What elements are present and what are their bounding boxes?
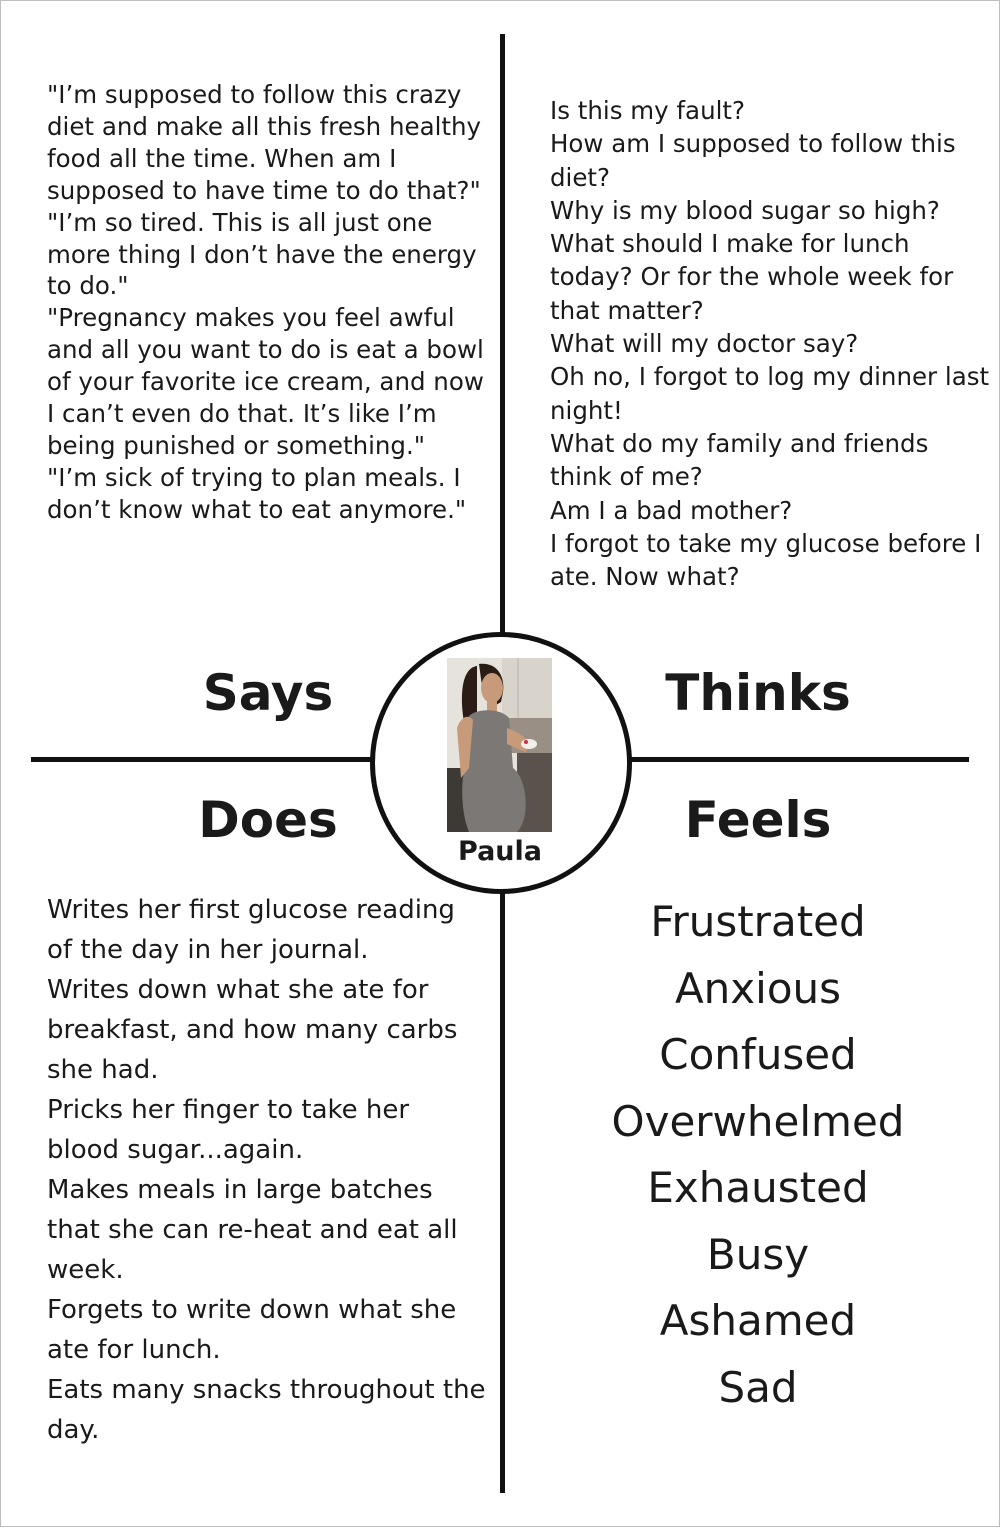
feels-item: Exhausted — [647, 1163, 869, 1212]
does-item: Eats many snacks throughout the day. — [47, 1375, 486, 1445]
thinks-heading: Thinks — [665, 664, 851, 722]
feels-item: Anxious — [674, 963, 842, 1013]
feels-item: Confused — [659, 1030, 857, 1079]
persona-photo — [447, 658, 552, 832]
feels-heading: Feels — [684, 791, 832, 849]
does-list — [47, 890, 487, 1450]
persona-name: Paula — [458, 836, 542, 867]
does-item: Writes her first glucose reading of the day in her journal. — [47, 895, 455, 965]
does-item: Writes down what she ate for breakfast, and how many carbs she had. — [47, 975, 458, 1085]
vertical-divider-top — [500, 34, 505, 634]
says-list — [47, 79, 487, 526]
thinks-item: What should I make for lunch today? Or for the whole week for that matter? — [550, 229, 954, 325]
thinks-item: I forgot to take my glucose before I ate. Now what? — [550, 528, 982, 592]
does-item: Forgets to write down what she ate for lunch. — [47, 1295, 457, 1365]
thinks-item: Is this my fault? — [550, 96, 746, 125]
feels-item: Sad — [718, 1362, 798, 1412]
does-item: Makes meals in large batches that she can re-heat and eat all week. — [47, 1175, 458, 1285]
thinks-item: Am I a bad mother? — [550, 495, 793, 525]
horizontal-divider-right — [622, 757, 969, 762]
says-heading: Says — [202, 664, 334, 722]
feels-item: Frustrated — [650, 897, 866, 946]
thinks-item: What do my family and friends think of me? — [550, 428, 929, 492]
feels-list — [572, 889, 944, 1421]
does-item: Pricks her finger to take her blood sugar...again. — [47, 1095, 410, 1165]
thinks-list — [550, 94, 990, 593]
says-item: "I’m so tired. This is all just one more thing I don’t have the energy to do." — [47, 207, 477, 301]
thinks-item: What will my doctor say? — [550, 329, 859, 359]
feels-item: Ashamed — [659, 1296, 857, 1345]
says-item: "I’m sick of trying to plan meals. I don’t know what to eat anymore." — [47, 462, 467, 524]
says-item: "I’m supposed to follow this crazy diet and make all this fresh healthy food all the time. When am I supposed to have time to do that?" — [47, 80, 482, 205]
feels-item: Busy — [706, 1229, 810, 1279]
feels-item: Overwhelmed — [611, 1096, 905, 1146]
says-item: "Pregnancy makes you feel awful and all you want to do is eat a bowl of your favorite ice cream, and now I can’t even do that. It’s like I’m being punished or something." — [47, 303, 484, 460]
thinks-item: Why is my blood sugar so high? — [550, 195, 940, 225]
thinks-item: Oh no, I forgot to log my dinner last night! — [550, 362, 990, 425]
thinks-item: How am I supposed to follow this diet? — [550, 129, 956, 192]
vertical-divider-bottom — [500, 882, 505, 1493]
horizontal-divider-left — [31, 757, 372, 762]
does-heading: Does — [198, 791, 338, 849]
